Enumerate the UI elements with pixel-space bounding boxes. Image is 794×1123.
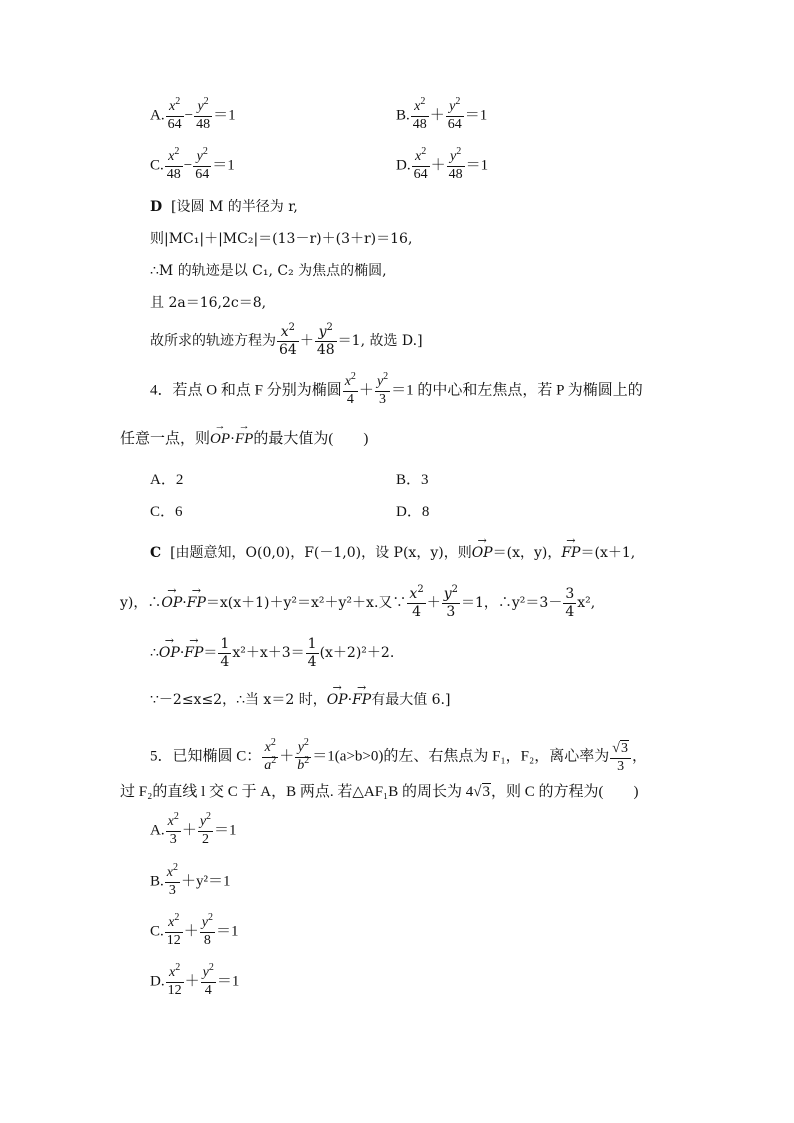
q4-solution-line-3: ∴→ OP·→ FP＝ $\frac{1}{4}$ x²＋x＋3＝ $\frac{1}{4}$ (x＋2)²＋2. bbox=[150, 637, 394, 669]
q5-option-a: A. $\frac{x^2}{3}$ ＋ $\frac{y^2}{2}$ ＝1 bbox=[150, 811, 237, 847]
q5-option-c: C. $\frac{x^2}{12}$ ＋ $\frac{y^2}{8}$ ＝1 bbox=[150, 912, 239, 948]
q3-option-b: B. $\frac{x^2}{48}$ ＋ $\frac{y^2}{64}$ ＝1 bbox=[396, 96, 488, 132]
q3-solution-line-1: D [设圆 M 的半径为 r, bbox=[150, 199, 298, 215]
q3-answer: D bbox=[150, 199, 163, 215]
q4-solution-line-2: y)，∴→ OP·→ FP＝x(x＋1)＋y²＝x²＋y²＋x.又∵ $\frac{x^2}{4}$ ＋ $\frac{y^2}{3}$ ＝1，∴y²＝3－ $\frac{3}{4}$ x², bbox=[120, 587, 595, 619]
q5-option-b: B. $\frac{x^2}{3}$ ＋y²＝1 bbox=[150, 862, 231, 898]
q3-solution-line-5: 故所求的轨迹方程为 $\frac{x^2}{64}$ ＋ $\frac{y^2}{48}$ ＝1, 故选 D.] bbox=[150, 322, 423, 358]
q3-option-a: A. $\frac{x^2}{64}$ − $\frac{y^2}{48}$ ＝1 bbox=[150, 96, 236, 132]
q4-option-d: D．8 bbox=[396, 504, 430, 520]
q5-stem-line-2: 过 F₂的直线 l 交 C 于 A，B 两点. 若△AF₁B 的周长为 4√3，则 C 的方程为( ) bbox=[120, 784, 639, 800]
q5-stem-line-1: 5．已知椭圆 C： $\frac{x^2}{a^2}$ ＋ $\frac{y^2}{b^2}$ ＝1(a>b>0)的左、右焦点为 F₁，F₂，离心率为 $\frac{√3}{3}$ ， bbox=[150, 737, 647, 774]
q3-solution-line-4: 且 2a＝16,2c＝8, bbox=[150, 295, 267, 311]
q3-solution-line-2: 则|MC₁|＋|MC₂|＝(13－r)＋(3＋r)＝16, bbox=[150, 231, 413, 247]
q4-stem-line-1: 4．若点 O 和点 F 分别为椭圆 $\frac{x^2}{4}$ ＋ $\frac{y^2}{3}$ ＝1 的中心和左焦点，若 P 为椭圆上的 bbox=[150, 371, 643, 407]
q5-option-d: D. $\frac{x^2}{12}$ ＋ $\frac{y^2}{4}$ ＝1 bbox=[150, 962, 240, 998]
q4-stem-line-2: 任意一点，则→ OP·→ FP的最大值为( ) bbox=[120, 432, 368, 447]
q4-solution-line-4: ∵－2≤x≤2，∴当 x＝2 时，→ OP·→ FP有最大值 6.] bbox=[150, 693, 450, 707]
q4-option-a: A．2 bbox=[150, 472, 184, 488]
q4-answer: C bbox=[150, 545, 162, 561]
q3-option-d: D. $\frac{x^2}{64}$ ＋ $\frac{y^2}{48}$ ＝1 bbox=[396, 146, 489, 182]
q3-solution-line-3: ∴M 的轨迹是以 C₁, C₂ 为焦点的椭圆, bbox=[150, 263, 387, 279]
q3-option-c: C. $\frac{x^2}{48}$ − $\frac{y^2}{64}$ ＝1 bbox=[150, 146, 235, 182]
q4-option-c: C．6 bbox=[150, 504, 183, 520]
q4-option-b: B．3 bbox=[396, 472, 429, 488]
q4-solution-line-1: C [由题意知，O(0,0)，F(－1,0)，设 P(x，y)，则→ OP＝(x，y)，→ FP＝(x＋1, bbox=[150, 546, 635, 560]
